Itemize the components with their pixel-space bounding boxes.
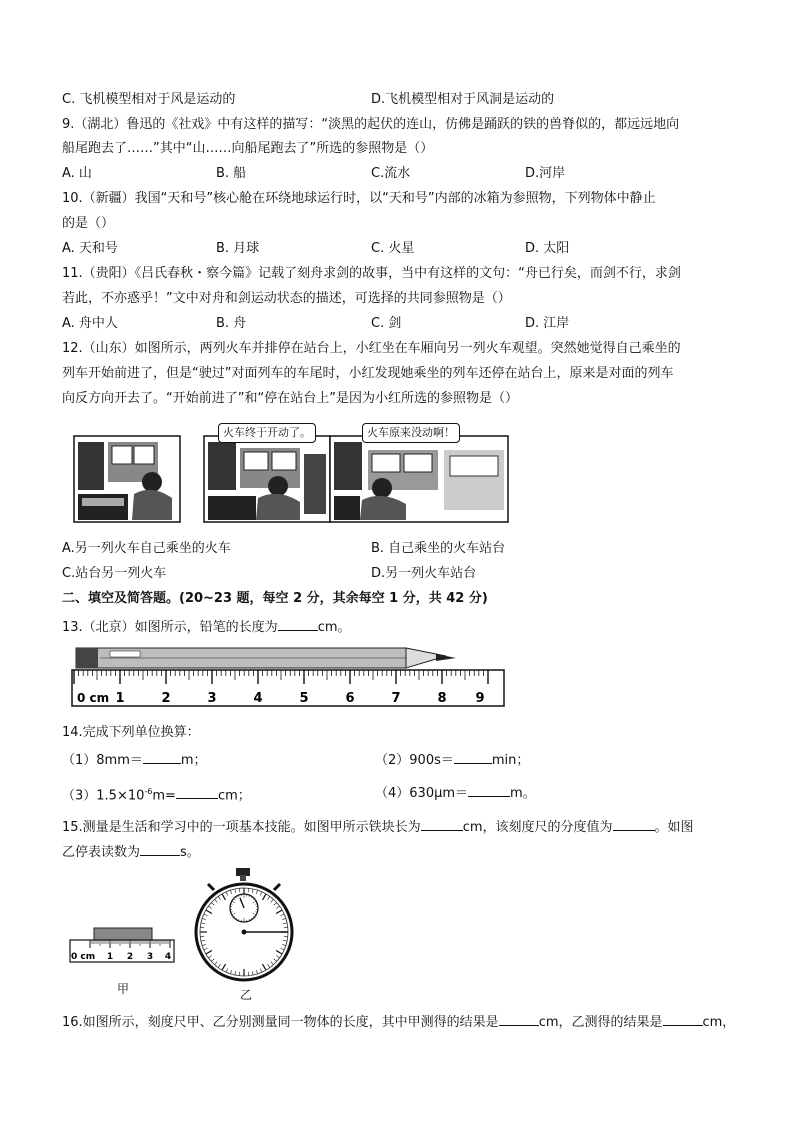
q15-text-e: s。 (180, 845, 200, 860)
q15-text-c: 。如图 (654, 820, 694, 835)
q14-part3-unit: cm； (217, 788, 251, 804)
q10-option-d: D. 太阳 (525, 241, 570, 256)
q11-option-c: C. 剑 (371, 316, 402, 331)
q15-text-a: 15.测量是生活和学习中的一项基本技能。如图甲所示铁块长为 (62, 820, 421, 835)
q14-part2-text: （2）900s＝ (375, 753, 454, 768)
ruler-13-label-6: 6 (345, 691, 355, 706)
stopwatch-crown (236, 868, 250, 876)
q9-stem-line1: 9.（湖北）鲁迅的《社戏》中有这样的描写：“淡黑的起伏的连山，仿佛是踊跃的铁的兽脊似的，都远远地向 (62, 117, 680, 132)
ruler-13-label-5: 5 (299, 691, 309, 706)
q14-part3-blank[interactable] (176, 785, 218, 799)
q12-stem-line2: 列车开始前进了，但是“驶过”对面列车的车尾时，小红发现她乘坐的列车还停在站台上，原来是对面的列车 (62, 366, 674, 381)
comic-panel-2 (204, 436, 330, 522)
stopwatch-button-left (208, 884, 214, 890)
ruler-13-label-9: 9 (475, 691, 485, 706)
ruler-13-label-8: 8 (437, 691, 447, 706)
q9-option-a: A. 山 (62, 166, 92, 181)
q9-stem-line2: 船尾跑去了……”其中“山……向船尾跑去了”所选的参照物是（） (62, 141, 434, 156)
q14-part4-text: （4）630μm＝ (375, 786, 469, 801)
q14-part3-text-b: m= (152, 788, 176, 804)
ruler-13-label-4: 4 (253, 691, 263, 706)
ruler-15-label-1: 1 (106, 952, 114, 962)
q14-part2-blank[interactable] (454, 750, 492, 764)
q13-stem (62, 617, 351, 637)
q11-option-b: B. 舟 (216, 316, 247, 331)
comic-panel-3 (330, 436, 508, 522)
ruler-15-label-0: 0 cm (71, 952, 96, 962)
q16-jia-blank[interactable] (499, 1012, 539, 1026)
q10-option-a: A. 天和号 (62, 241, 118, 256)
speech-bubble-1: 火车终于开动了。 (218, 423, 316, 443)
q14-part3 (62, 783, 251, 805)
q13-answer-blank[interactable] (278, 617, 318, 631)
q14-part4 (375, 783, 536, 803)
q12-stem-line1: 12.（山东）如图所示，两列火车并排停在站台上，小红坐在车厢向另一列火车观望。突然她觉得自己乘坐的 (62, 341, 681, 356)
ruler-15-label-2: 2 (126, 952, 134, 962)
q16-text-c: cm， (702, 1015, 736, 1030)
q12-option-b: B. 自己乘坐的火车站台 (371, 541, 506, 556)
q8-option-c: C. 飞机模型相对于风是运动的 (62, 92, 236, 107)
ruler-15-label-3: 3 (146, 952, 154, 962)
ruler-13-label-7: 7 (391, 691, 401, 706)
q16-text-a: 16.如图所示，刻度尺甲、乙分别测量同一物体的长度，其中甲测得的结果是 (62, 1015, 499, 1030)
ruler-13-label-0: 0 cm (77, 691, 110, 705)
q11-option-a: A. 舟中人 (62, 316, 118, 331)
comic-panel-1 (74, 436, 180, 522)
q14-title: 14.完成下列单位换算： (62, 725, 200, 740)
pencil-ruler-figure (70, 642, 510, 708)
q12-stem-line3: 向反方向开去了。“开始前进了”和“停在站台上”是因为小红所选的参照物是（） (62, 391, 518, 406)
speech-bubble-2: 火车原来没动啊！ (362, 423, 460, 443)
q11-option-d: D. 江岸 (525, 316, 570, 331)
ruler-13-label-3: 3 (207, 691, 217, 706)
q10-option-b: B. 月球 (216, 241, 260, 256)
ruler-13-label-2: 2 (161, 691, 171, 706)
q14-part4-unit: m。 (510, 786, 536, 801)
q15-stopwatch-blank[interactable] (140, 842, 180, 856)
iron-block-ruler-figure (68, 926, 178, 966)
q16-text-b: cm，乙测得的结果是 (538, 1015, 663, 1030)
iron-block (94, 928, 152, 940)
q15-length-blank[interactable] (421, 817, 463, 831)
stopwatch-figure (190, 868, 302, 982)
q13-stem-text: 13.（北京）如图所示，铅笔的长度为 (62, 620, 278, 635)
q16-yi-blank[interactable] (663, 1012, 703, 1026)
q9-option-b: B. 船 (216, 166, 247, 181)
q12-option-a: A.另一列火车自己乘坐的火车 (62, 541, 231, 556)
q13-unit: cm。 (317, 620, 351, 635)
q9-option-c: C.流水 (371, 166, 411, 181)
q14-part1-blank[interactable] (143, 750, 181, 764)
q9-option-d: D.河岸 (525, 166, 566, 181)
q11-stem-line2: 若此，不亦惑乎！”文中对舟和剑运动状态的描述，可选择的共同参照物是（） (62, 291, 511, 306)
q14-part1 (62, 750, 207, 770)
q15-text-b: cm，该刻度尺的分度值为 (462, 820, 613, 835)
q12-option-c: C.站台另一列火车 (62, 566, 167, 581)
q10-stem-line1: 10.（新疆）我国“天和号”核心舱在环绕地球运行时，以“天和号”内部的冰箱为参照物，下列物体中静止 (62, 191, 656, 206)
q10-option-c: C. 火星 (371, 241, 415, 256)
caption-yi: 乙 (240, 988, 253, 1002)
q16-stem (62, 1012, 735, 1032)
q15-stem-line1 (62, 817, 694, 837)
q14-part2-unit: min； (491, 753, 530, 768)
ruler-13-label-1: 1 (115, 691, 125, 706)
q14-part4-blank[interactable] (468, 783, 510, 797)
section-2-title: 二、填空及简答题。(20~23 题，每空 2 分，其余每空 1 分，共 42 分) (62, 591, 488, 606)
q14-part2 (375, 750, 529, 770)
q14-part1-text: （1）8mm＝ (62, 753, 143, 768)
q8-option-d: D.飞机模型相对于风洞是运动的 (371, 92, 555, 107)
q14-part3-exponent: -6 (144, 787, 153, 796)
q10-stem-line2: 的是（） (62, 216, 115, 231)
caption-jia: 甲 (117, 982, 130, 996)
q14-part3-text: （3）1.5×10 (62, 788, 145, 804)
q15-division-blank[interactable] (613, 817, 655, 831)
pencil-drawing (76, 648, 456, 668)
stopwatch-button-right (274, 884, 280, 890)
ruler-15-label-4: 4 (164, 952, 172, 962)
q14-part1-unit: m； (180, 753, 207, 768)
q15-text-d: 乙停表读数为 (62, 845, 141, 860)
q12-option-d: D.另一列火车站台 (371, 566, 477, 581)
q15-stem-line2 (62, 842, 200, 862)
q11-stem-line1: 11.（贵阳）《吕氏春秋・察今篇》记载了刻舟求剑的故事，当中有这样的文句：“舟已行矣，而剑不行，求剑 (62, 266, 681, 281)
